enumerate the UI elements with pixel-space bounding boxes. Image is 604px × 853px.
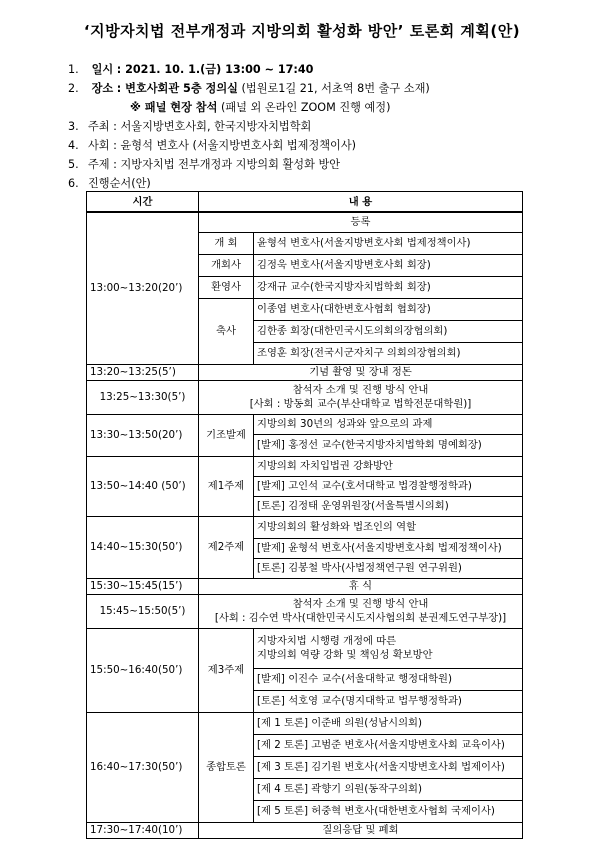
discussant-cell: [토론] 김정태 운영위원장(서울특별시의회) <box>254 496 523 516</box>
time-cell: 15:30~15:45(15’) <box>87 578 199 594</box>
content-cell: 질의응답 및 폐회 <box>199 822 523 838</box>
header-content: 내 용 <box>199 192 523 213</box>
info-host <box>68 117 578 136</box>
discussant-cell: [제 1 토론] 이준배 의원(성남시의회) <box>254 712 523 734</box>
content-cell: 조영훈 회장(전국시군자치구 의회의장협의회) <box>254 342 523 364</box>
info-moderator <box>68 136 578 155</box>
info-number: 6. <box>68 177 79 190</box>
info-number: 2. <box>68 82 79 95</box>
time-cell: 13:20~13:25(5’) <box>87 364 199 380</box>
discussant-cell: [제 4 토론] 곽향기 의원(동작구의회) <box>254 778 523 800</box>
content-cell: 김한종 회장(대한민국시도의회의장협의회) <box>254 320 523 342</box>
table-row <box>87 414 523 434</box>
presenter-cell: [발제] 홍정선 교수(한국지방자치법학회 명예회장) <box>254 434 523 456</box>
info-text: 사회 : 윤형석 변호사 (서울지방변호사회 법제정책이사) <box>88 139 357 152</box>
event-info <box>68 60 578 193</box>
table-row <box>87 516 523 538</box>
topic-cell <box>254 628 523 668</box>
presenter-cell: [발제] 윤형석 변호사(서울지방변호사회 법제정책이사) <box>254 538 523 558</box>
table-row <box>87 712 523 734</box>
moderator-line: [사회 : 김수연 박사(대한민국시도지사협의회 분권제도연구부장)] <box>214 612 507 624</box>
content-cell: 기념 촬영 및 장내 정돈 <box>199 364 523 380</box>
table-row <box>87 212 523 232</box>
info-value: : 변호사회관 5층 정의실 <box>116 82 238 95</box>
discussant-cell: [제 2 토론] 고범준 변호사(서울지방변호사회 교육이사) <box>254 734 523 756</box>
time-cell: 15:45~15:50(5’) <box>87 594 199 628</box>
info-number: 5. <box>68 158 79 171</box>
table-header-row <box>87 192 523 213</box>
session-label: 제2주제 <box>199 516 254 578</box>
header-time: 시간 <box>87 192 199 213</box>
presenter-cell: [발제] 이진수 교수(서울대학교 행정대학원) <box>254 668 523 690</box>
discussant-cell: [제 5 토론] 허중혁 변호사(대한변호사협회 국제이사) <box>254 800 523 822</box>
content-cell: 등록 <box>199 212 523 232</box>
table-row <box>87 822 523 838</box>
info-number: 1. <box>68 63 79 76</box>
content-cell <box>199 594 523 628</box>
table-row <box>87 578 523 594</box>
content-cell: 이종엽 변호사(대한변호사협회 협회장) <box>254 298 523 320</box>
time-cell: 13:00~13:20(20’) <box>87 212 199 364</box>
info-place-note <box>68 98 578 117</box>
note-text: (패널 외 온라인 ZOOM 진행 예정) <box>217 101 391 114</box>
page-title: ‘지방자치법 전부개정과 지방의회 활성화 방안’ 토론회 계획(안) <box>83 22 521 40</box>
role-cell: 개회사 <box>199 254 254 276</box>
intro-line: 참석자 소개 및 진행 방식 안내 <box>292 598 429 610</box>
time-cell: 13:30~13:50(20’) <box>87 414 199 456</box>
role-cell: 환영사 <box>199 276 254 298</box>
presenter-cell: [발제] 고인석 교수(호서대학교 법경찰행정학과) <box>254 476 523 496</box>
moderator-line: [사회 : 방동희 교수(부산대학교 법학전문대학원)] <box>249 398 472 410</box>
info-date <box>68 60 578 79</box>
time-cell: 16:40~17:30(50’) <box>87 712 199 822</box>
info-number: 4. <box>68 139 79 152</box>
role-cell: 축사 <box>199 298 254 364</box>
intro-line: 참석자 소개 및 진행 방식 안내 <box>292 384 429 396</box>
topic-cell: 지방의회 30년의 성과와 앞으로의 과제 <box>254 414 523 434</box>
info-topic <box>68 155 578 174</box>
info-label: 일시 <box>91 63 114 76</box>
time-cell: 15:50~16:40(50’) <box>87 628 199 712</box>
topic-line: 지방자치법 시행령 개정에 따른 <box>257 635 397 647</box>
info-text: 주제 : 지방자치법 전부개정과 지방의회 활성화 방안 <box>88 158 341 171</box>
session-label: 종합토론 <box>199 712 254 822</box>
session-label: 기조발제 <box>199 414 254 456</box>
info-label: 장소 <box>91 82 114 95</box>
schedule-table <box>86 191 523 839</box>
role-cell: 개 회 <box>199 232 254 254</box>
content-cell <box>199 380 523 414</box>
session-label: 제1주제 <box>199 456 254 516</box>
table-row <box>87 628 523 668</box>
table-row <box>87 456 523 476</box>
discussant-cell: [토론] 석호영 교수(명지대학교 법무행정학과) <box>254 690 523 712</box>
content-cell: 휴 식 <box>199 578 523 594</box>
table-row <box>87 364 523 380</box>
content-cell: 강재규 교수(한국지방자치법학회 회장) <box>254 276 523 298</box>
topic-cell: 지방의회 자치입법권 강화방안 <box>254 456 523 476</box>
discussant-cell: [토론] 김봉철 박사(사법정책연구원 연구위원) <box>254 558 523 578</box>
time-cell: 13:50~14:40 (50’) <box>87 456 199 516</box>
time-cell: 14:40~15:30(50’) <box>87 516 199 578</box>
discussant-cell: [제 3 토론] 김기원 변호사(서울지방변호사회 법제이사) <box>254 756 523 778</box>
content-cell: 김정욱 변호사(서울지방변호사회 회장) <box>254 254 523 276</box>
info-value: : 2021. 10. 1.(금) 13:00 ~ 17:40 <box>116 63 314 76</box>
topic-line: 지방의회 역량 강화 및 책임성 확보방안 <box>257 649 433 661</box>
note-bold: ※ 패널 현장 참석 <box>130 101 218 114</box>
info-place <box>68 79 578 98</box>
content-cell: 윤형석 변호사(서울지방변호사회 법제정책이사) <box>254 232 523 254</box>
session-label: 제3주제 <box>199 628 254 712</box>
time-cell: 13:25~13:30(5’) <box>87 380 199 414</box>
info-text: 진행순서(안) <box>88 177 151 190</box>
table-row <box>87 380 523 414</box>
topic-cell: 지방의회의 활성화와 법조인의 역할 <box>254 516 523 538</box>
info-value-detail: (법원로1길 21, 서초역 8번 출구 소재) <box>237 82 430 95</box>
info-text: 주최 : 서울지방변호사회, 한국지방자치법학회 <box>88 120 312 133</box>
info-number: 3. <box>68 120 79 133</box>
table-row <box>87 594 523 628</box>
time-cell: 17:30~17:40(10’) <box>87 822 199 838</box>
